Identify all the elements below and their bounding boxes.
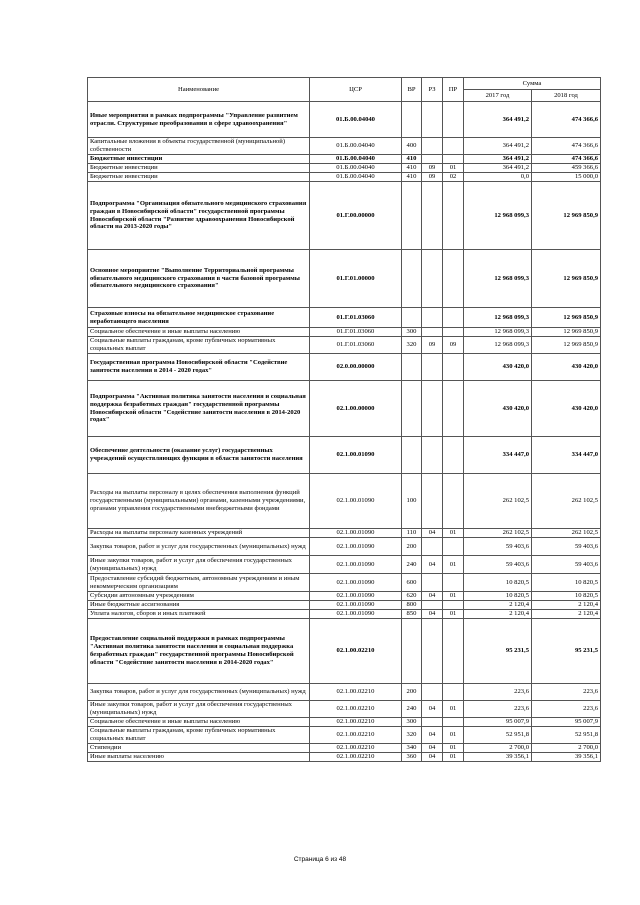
cell-csr: 02.1.00.00000 — [310, 381, 402, 437]
cell-vr: 800 — [402, 601, 422, 610]
cell-sum-2017: 223,6 — [464, 701, 532, 718]
cell-vr: 240 — [402, 701, 422, 718]
cell-vr — [402, 381, 422, 437]
cell-name: Капитальные вложения в объекты государственной (муниципальной) собственности — [88, 138, 310, 155]
cell-vr: 340 — [402, 744, 422, 753]
cell-rz — [422, 437, 443, 474]
cell-sum-2018: 430 420,0 — [532, 381, 601, 437]
cell-sum-2017: 10 820,5 — [464, 592, 532, 601]
table-row — [88, 354, 601, 381]
cell-sum-2018: 95 231,5 — [532, 619, 601, 684]
cell-name: Бюджетные инвестиции — [88, 155, 310, 164]
cell-rz — [422, 538, 443, 556]
cell-csr: 02.1.00.01090 — [310, 474, 402, 529]
cell-pr — [443, 437, 464, 474]
cell-vr: 850 — [402, 610, 422, 619]
header-name: Наименование — [88, 78, 310, 102]
table-row — [88, 164, 601, 173]
table-header — [88, 78, 601, 102]
cell-sum-2017: 12 968 099,3 — [464, 328, 532, 337]
cell-name: Страховые взносы на обязательное медицинское страхование неработающего населения — [88, 308, 310, 328]
cell-name: Обеспечение деятельности (оказание услуг) государственных учреждений осуществляющих функции в области занятости населения — [88, 437, 310, 474]
cell-sum-2018: 52 951,8 — [532, 727, 601, 744]
cell-pr — [443, 354, 464, 381]
cell-rz: 04 — [422, 529, 443, 538]
table-row — [88, 701, 601, 718]
cell-pr — [443, 138, 464, 155]
cell-name: Социальное обеспечение и иные выплаты населению — [88, 718, 310, 727]
cell-sum-2017: 0,0 — [464, 173, 532, 182]
cell-vr — [402, 308, 422, 328]
table-row — [88, 727, 601, 744]
cell-sum-2017: 95 231,5 — [464, 619, 532, 684]
cell-sum-2018: 474 366,6 — [532, 102, 601, 138]
cell-rz — [422, 138, 443, 155]
cell-vr: 200 — [402, 538, 422, 556]
table-row — [88, 619, 601, 684]
cell-vr: 320 — [402, 337, 422, 354]
header-vr: ВР — [402, 78, 422, 102]
cell-csr: 02.1.00.02210 — [310, 684, 402, 701]
cell-csr: 02.1.00.02210 — [310, 744, 402, 753]
cell-name: Бюджетные инвестиции — [88, 164, 310, 173]
cell-name: Иные закупки товаров, работ и услуг для обеспечения государственных (муниципальных) нужд — [88, 701, 310, 718]
cell-sum-2018: 474 366,6 — [532, 155, 601, 164]
table-row — [88, 337, 601, 354]
cell-pr: 01 — [443, 592, 464, 601]
cell-csr: 01.Г.01.03060 — [310, 328, 402, 337]
cell-pr — [443, 718, 464, 727]
cell-vr: 410 — [402, 173, 422, 182]
cell-sum-2018: 12 969 850,9 — [532, 308, 601, 328]
cell-sum-2017: 430 420,0 — [464, 354, 532, 381]
cell-pr: 01 — [443, 727, 464, 744]
cell-name: Социальные выплаты гражданам, кроме публичных нормативных социальных выплат — [88, 337, 310, 354]
cell-sum-2017: 364 491,2 — [464, 164, 532, 173]
cell-sum-2018: 2 700,0 — [532, 744, 601, 753]
cell-vr — [402, 102, 422, 138]
table-row — [88, 155, 601, 164]
cell-csr: 02.1.00.02210 — [310, 701, 402, 718]
table-row — [88, 138, 601, 155]
cell-name: Предоставление социальной поддержки в рамках подпрограммы "Активная политика занятости населения и социальная поддержка безработных граждан" государственной программы Новосибирской области "Содействие занятости населения в 2014-2020 годах" — [88, 619, 310, 684]
cell-sum-2018: 15 000,0 — [532, 173, 601, 182]
table-row — [88, 102, 601, 138]
cell-pr — [443, 381, 464, 437]
cell-name: Подпрограмма "Организация обязательного медицинского страхования граждан в Новосибирской области" государственной программы Новосибирской области "Развитие здравоохранения Новосибирской области на 2013-2020 годы" — [88, 182, 310, 250]
cell-name: Подпрограмма "Активная политика занятости населения и социальная поддержка безработных граждан" государственной программы Новосибирской области "Содействие занятости населения в 2014-2020 годах" — [88, 381, 310, 437]
cell-sum-2017: 262 102,5 — [464, 529, 532, 538]
cell-sum-2017: 52 951,8 — [464, 727, 532, 744]
header-pr: ПР — [443, 78, 464, 102]
cell-csr: 01.Б.00.04040 — [310, 138, 402, 155]
cell-name: Закупка товаров, работ и услуг для государственных (муниципальных) нужд — [88, 684, 310, 701]
cell-rz: 04 — [422, 744, 443, 753]
cell-csr: 01.Б.00.04040 — [310, 173, 402, 182]
cell-sum-2017: 364 491,2 — [464, 138, 532, 155]
header-sum: Сумма — [464, 78, 601, 90]
cell-csr: 02.1.00.01090 — [310, 574, 402, 592]
cell-sum-2018: 262 102,5 — [532, 474, 601, 529]
cell-rz — [422, 601, 443, 610]
table-row — [88, 601, 601, 610]
cell-rz: 09 — [422, 173, 443, 182]
table-row — [88, 718, 601, 727]
cell-vr — [402, 182, 422, 250]
cell-vr — [402, 250, 422, 308]
cell-pr: 01 — [443, 529, 464, 538]
cell-rz: 09 — [422, 337, 443, 354]
cell-vr: 400 — [402, 138, 422, 155]
cell-sum-2017: 262 102,5 — [464, 474, 532, 529]
cell-csr: 02.1.00.01090 — [310, 556, 402, 574]
cell-pr: 01 — [443, 164, 464, 173]
cell-sum-2017: 364 491,2 — [464, 155, 532, 164]
cell-sum-2018: 10 820,5 — [532, 592, 601, 601]
cell-vr — [402, 354, 422, 381]
cell-csr: 01.Г.00.00000 — [310, 182, 402, 250]
cell-sum-2018: 12 969 850,9 — [532, 182, 601, 250]
cell-csr: 01.Г.01.00000 — [310, 250, 402, 308]
cell-pr: 02 — [443, 173, 464, 182]
cell-vr: 410 — [402, 155, 422, 164]
cell-name: Стипендии — [88, 744, 310, 753]
table-row — [88, 538, 601, 556]
cell-name: Государственная программа Новосибирской области "Содействие занятости населения в 2014 - 2020 годах" — [88, 354, 310, 381]
cell-vr — [402, 437, 422, 474]
table-row — [88, 592, 601, 601]
cell-pr: 01 — [443, 744, 464, 753]
cell-rz — [422, 574, 443, 592]
cell-csr: 01.Г.01.03060 — [310, 308, 402, 328]
cell-csr: 02.1.00.01090 — [310, 538, 402, 556]
cell-rz — [422, 328, 443, 337]
header-rz: РЗ — [422, 78, 443, 102]
cell-name: Социальное обеспечение и иные выплаты населению — [88, 328, 310, 337]
cell-csr: 01.Б.00.04040 — [310, 164, 402, 173]
table-row — [88, 574, 601, 592]
cell-csr: 02.1.00.01090 — [310, 601, 402, 610]
cell-pr — [443, 250, 464, 308]
table-row — [88, 250, 601, 308]
cell-sum-2017: 2 120,4 — [464, 601, 532, 610]
cell-name: Социальные выплаты гражданам, кроме публичных нормативных социальных выплат — [88, 727, 310, 744]
cell-rz — [422, 354, 443, 381]
cell-sum-2018: 59 403,6 — [532, 556, 601, 574]
cell-name: Иные закупки товаров, работ и услуг для обеспечения государственных (муниципальных) нужд — [88, 556, 310, 574]
cell-rz: 09 — [422, 164, 443, 173]
cell-sum-2018: 262 102,5 — [532, 529, 601, 538]
cell-name: Иные выплаты населению — [88, 753, 310, 762]
cell-sum-2017: 430 420,0 — [464, 381, 532, 437]
table-row — [88, 474, 601, 529]
cell-rz — [422, 684, 443, 701]
cell-name: Иные бюджетные ассигнования — [88, 601, 310, 610]
cell-sum-2018: 12 969 850,9 — [532, 328, 601, 337]
cell-sum-2018: 334 447,0 — [532, 437, 601, 474]
cell-vr: 300 — [402, 328, 422, 337]
cell-sum-2017: 59 403,6 — [464, 538, 532, 556]
cell-name: Уплата налогов, сборов и иных платежей — [88, 610, 310, 619]
cell-sum-2018: 223,6 — [532, 684, 601, 701]
cell-sum-2017: 2 120,4 — [464, 610, 532, 619]
cell-name: Бюджетные инвестиции — [88, 173, 310, 182]
cell-rz — [422, 155, 443, 164]
cell-rz: 04 — [422, 701, 443, 718]
cell-sum-2017: 364 491,2 — [464, 102, 532, 138]
table-row — [88, 437, 601, 474]
cell-sum-2018: 223,6 — [532, 701, 601, 718]
table-row — [88, 308, 601, 328]
cell-csr: 02.1.00.02210 — [310, 619, 402, 684]
cell-rz: 04 — [422, 592, 443, 601]
cell-csr: 01.Б.00.04040 — [310, 155, 402, 164]
table-row — [88, 328, 601, 337]
cell-rz — [422, 474, 443, 529]
cell-sum-2017: 12 968 099,3 — [464, 337, 532, 354]
cell-sum-2018: 459 366,6 — [532, 164, 601, 173]
cell-pr — [443, 155, 464, 164]
table-body — [88, 102, 601, 762]
cell-rz — [422, 102, 443, 138]
cell-vr: 600 — [402, 574, 422, 592]
cell-sum-2017: 10 820,5 — [464, 574, 532, 592]
page-number: Страница 6 из 48 — [293, 856, 347, 863]
cell-sum-2018: 12 969 850,9 — [532, 250, 601, 308]
cell-sum-2018: 10 820,5 — [532, 574, 601, 592]
cell-csr: 02.1.00.02210 — [310, 718, 402, 727]
cell-sum-2018: 39 356,1 — [532, 753, 601, 762]
cell-csr: 02.0.00.00000 — [310, 354, 402, 381]
cell-name: Основное мероприятие "Выполнение Территориальной программы обязательного медицинского страхования в части базовой программы обязательного медицинского страхования" — [88, 250, 310, 308]
cell-sum-2017: 223,6 — [464, 684, 532, 701]
header-year-2018: 2018 год — [532, 90, 601, 102]
table-row — [88, 529, 601, 538]
cell-csr: 02.1.00.01090 — [310, 610, 402, 619]
cell-sum-2017: 39 356,1 — [464, 753, 532, 762]
cell-vr: 320 — [402, 727, 422, 744]
cell-vr — [402, 619, 422, 684]
table-row — [88, 556, 601, 574]
cell-name: Субсидии автономным учреждениям — [88, 592, 310, 601]
cell-sum-2017: 12 968 099,3 — [464, 308, 532, 328]
header-year-2017: 2017 год — [464, 90, 532, 102]
cell-csr: 02.1.00.02210 — [310, 727, 402, 744]
cell-rz: 04 — [422, 610, 443, 619]
cell-csr: 01.Г.01.03060 — [310, 337, 402, 354]
cell-vr: 100 — [402, 474, 422, 529]
cell-pr — [443, 619, 464, 684]
table-row — [88, 610, 601, 619]
header-csr: ЦСР — [310, 78, 402, 102]
cell-rz — [422, 718, 443, 727]
cell-vr: 200 — [402, 684, 422, 701]
cell-csr: 02.1.00.01090 — [310, 592, 402, 601]
table-row — [88, 744, 601, 753]
cell-sum-2018: 2 120,4 — [532, 601, 601, 610]
cell-vr: 240 — [402, 556, 422, 574]
cell-sum-2017: 12 968 099,3 — [464, 250, 532, 308]
cell-sum-2018: 474 366,6 — [532, 138, 601, 155]
cell-sum-2017: 59 403,6 — [464, 556, 532, 574]
cell-rz — [422, 619, 443, 684]
table-row — [88, 753, 601, 762]
cell-sum-2018: 95 007,9 — [532, 718, 601, 727]
cell-sum-2017: 334 447,0 — [464, 437, 532, 474]
cell-rz — [422, 308, 443, 328]
cell-vr: 410 — [402, 164, 422, 173]
cell-sum-2018: 12 969 850,9 — [532, 337, 601, 354]
table-row — [88, 173, 601, 182]
cell-rz — [422, 250, 443, 308]
cell-sum-2017: 12 968 099,3 — [464, 182, 532, 250]
table-row — [88, 381, 601, 437]
budget-table — [87, 77, 601, 762]
cell-pr — [443, 601, 464, 610]
cell-sum-2017: 95 007,9 — [464, 718, 532, 727]
cell-pr — [443, 684, 464, 701]
cell-pr: 01 — [443, 753, 464, 762]
cell-pr — [443, 538, 464, 556]
cell-vr: 300 — [402, 718, 422, 727]
cell-pr: 01 — [443, 610, 464, 619]
cell-sum-2017: 2 700,0 — [464, 744, 532, 753]
cell-pr: 01 — [443, 701, 464, 718]
cell-pr — [443, 182, 464, 250]
cell-name: Расходы на выплаты персоналу казенных учреждений — [88, 529, 310, 538]
table-row — [88, 684, 601, 701]
cell-vr: 110 — [402, 529, 422, 538]
cell-csr: 01.Б.00.04040 — [310, 102, 402, 138]
cell-vr: 620 — [402, 592, 422, 601]
cell-rz — [422, 381, 443, 437]
cell-rz: 04 — [422, 753, 443, 762]
cell-pr: 01 — [443, 556, 464, 574]
cell-pr — [443, 308, 464, 328]
cell-pr — [443, 328, 464, 337]
cell-sum-2018: 59 403,6 — [532, 538, 601, 556]
cell-rz: 04 — [422, 727, 443, 744]
cell-csr: 02.1.00.01090 — [310, 529, 402, 538]
cell-sum-2018: 2 120,4 — [532, 610, 601, 619]
cell-sum-2018: 430 420,0 — [532, 354, 601, 381]
cell-pr — [443, 474, 464, 529]
table-row — [88, 182, 601, 250]
cell-name: Иные мероприятия в рамках подпрограммы "Управление развитием отрасли. Структурные преобразования в сфере здравоохранения" — [88, 102, 310, 138]
cell-csr: 02.1.00.02210 — [310, 753, 402, 762]
cell-name: Расходы на выплаты персоналу в целях обеспечения выполнения функций государственными (муниципальными) органами, казенными учреждениями, органами управления государственными внебюджетными фондами — [88, 474, 310, 529]
cell-vr: 360 — [402, 753, 422, 762]
cell-rz — [422, 182, 443, 250]
cell-pr: 09 — [443, 337, 464, 354]
cell-name: Предоставление субсидий бюджетным, автономным учреждениям и иным некоммерческим организациям — [88, 574, 310, 592]
cell-pr — [443, 574, 464, 592]
cell-name: Закупка товаров, работ и услуг для государственных (муниципальных) нужд — [88, 538, 310, 556]
cell-csr: 02.1.00.01090 — [310, 437, 402, 474]
cell-rz: 04 — [422, 556, 443, 574]
cell-pr — [443, 102, 464, 138]
